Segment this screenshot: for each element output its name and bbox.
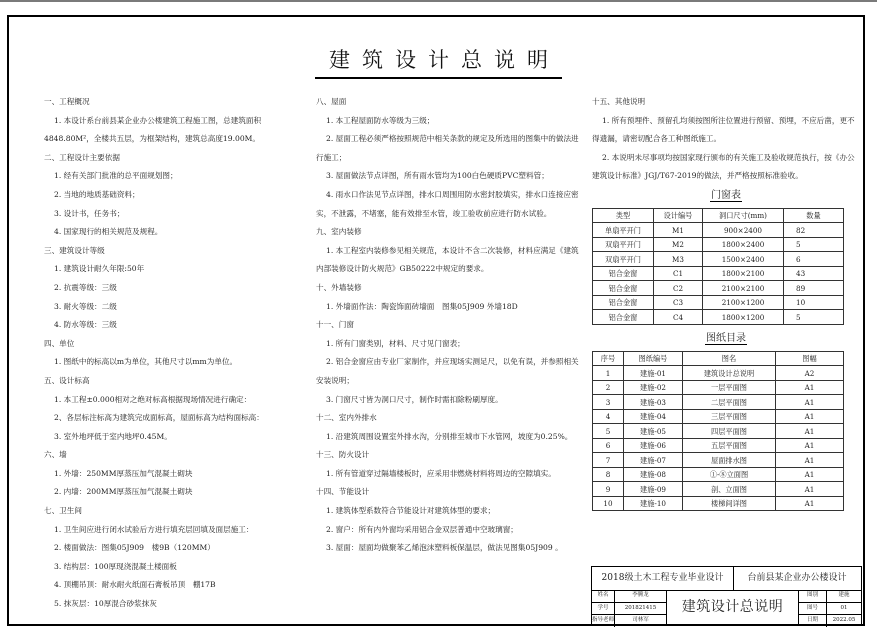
table-cell: 5 — [784, 310, 844, 325]
table-cell: 剖、立面图 — [683, 482, 776, 497]
note-paragraph: 4. 雨水口作法见节点详图，排水口周围用防水密封胶填实，排水口连接应密实，不泄露，不堵塞，能有效排至水管，竣工验收前应进行防水试验。 — [316, 189, 579, 218]
note-paragraph: 3. 结构层：100厚现浇混凝土楼面板 — [54, 561, 177, 571]
table-cell: 楼梯间详图 — [683, 496, 776, 511]
table-cell: A1 — [776, 409, 844, 424]
table-cell: 5 — [784, 237, 844, 252]
table-cell: A1 — [776, 453, 844, 468]
table-header-row — [593, 351, 844, 366]
note-paragraph: 1. 所有管道穿过隔墙楼板时，应采用非燃烧材料将周边的空隙填实。 — [326, 468, 556, 478]
section-heading: 十三、防火设计 — [316, 450, 370, 460]
table-cell: C3 — [654, 295, 703, 310]
note-paragraph: 4. 防水等级：三级 — [54, 320, 117, 330]
table-cell: 9 — [593, 482, 624, 497]
section-heading: 四、单位 — [44, 338, 75, 348]
table-cell: 五层平面图 — [683, 438, 776, 453]
table-cell: 建施-07 — [624, 453, 683, 468]
notes-column-1 — [44, 93, 309, 614]
table-cell: M2 — [654, 237, 703, 252]
table-cell: 建施-04 — [624, 409, 683, 424]
note-paragraph: 2. 铝合金窗应由专业厂家制作，并应现场实测足尺，以免有误，并参照相关安装说明； — [316, 357, 579, 385]
title-block-drawing-info — [798, 590, 861, 625]
table-cell: A1 — [776, 496, 844, 511]
table-cell: 铝合金窗 — [593, 266, 654, 281]
section-heading: 九、室内装修 — [316, 227, 362, 237]
table-cell: 铝合金窗 — [593, 310, 654, 325]
section-heading: 十一、门窗 — [316, 320, 354, 330]
section-heading: 八、屋面 — [316, 97, 347, 106]
notes-column-3-text — [592, 93, 860, 186]
header-type: 类型 — [593, 208, 654, 223]
note-paragraph: 2. 窗户：所有内外窗均采用铝合金双层普通中空玻璃窗； — [326, 524, 518, 534]
note-paragraph: 3. 门窗尺寸皆为洞口尺寸，制作时需扣除粉刷厚度。 — [326, 394, 503, 404]
table-cell: 900×2400 — [703, 223, 784, 238]
table-cell: 1500×2400 — [703, 252, 784, 267]
note-paragraph: 4. 国家现行的相关规范及规程。 — [54, 227, 163, 237]
table-row — [593, 482, 844, 497]
table-cell: 7 — [593, 453, 624, 468]
note-paragraph: 2、各层标注标高为建筑完成面标高，屋面标高为结构面标高： — [54, 413, 264, 423]
table-cell: A1 — [776, 395, 844, 410]
note-paragraph: 1. 所有预埋件、预留孔均须按图所注位置进行预留、预埋，不应后凿，更不得遗漏，请密切配合各工种图纸施工。 — [592, 115, 855, 144]
table-row — [593, 409, 844, 424]
table-cell: 1800×2400 — [703, 237, 784, 252]
header-size: 洞口尺寸(mm) — [703, 208, 784, 223]
note-paragraph: 1. 图纸中的标高以m为单位，其他尺寸以mm为单位。 — [54, 357, 238, 367]
table-cell: 铝合金窗 — [593, 295, 654, 310]
table-cell: M1 — [654, 223, 703, 238]
table-cell: 建施-05 — [624, 424, 683, 439]
table-cell: 铝合金窗 — [593, 281, 654, 296]
note-paragraph: 1. 卫生间应进行闭水试验后方进行填充层回填及面层施工： — [54, 524, 254, 534]
note-paragraph: 1. 本工程±0.000相对之绝对标高根据现场情况进行确定： — [54, 394, 252, 404]
header-no: 序号 — [593, 351, 624, 366]
section-heading: 一、工程概况 — [44, 97, 90, 106]
note-paragraph: 1. 经有关部门批准的总平面规划图； — [54, 171, 178, 181]
table-row — [593, 252, 844, 267]
table-cell: 3 — [593, 395, 624, 410]
table-cell: 5 — [593, 424, 624, 439]
note-paragraph: 1. 本工程屋面防水等级为三级； — [326, 115, 435, 125]
date-row: 日期 2022.05 — [799, 615, 861, 627]
table-cell: 1800×1200 — [703, 310, 784, 325]
table-row — [593, 366, 844, 381]
note-paragraph: 2. 当地的地质基础资料； — [54, 189, 140, 199]
drawing-number-row: 图号 01 — [799, 603, 861, 616]
table-cell: 4 — [593, 409, 624, 424]
table-cell: ①-⑧立面图 — [683, 467, 776, 482]
note-paragraph: 2. 内墙：200MM厚蒸压加气混凝土砌块 — [54, 487, 193, 497]
table-cell: C1 — [654, 266, 703, 281]
door-window-table — [592, 208, 844, 325]
note-paragraph: 2. 屋面工程必须严格按照规范中相关条款的规定及所选用的图集中的做法进行施工； — [316, 134, 579, 162]
section-heading: 六、墙 — [44, 450, 67, 460]
note-paragraph: 1. 外墙：250MM厚蒸压加气混凝土砌块 — [54, 468, 193, 478]
table-cell: 建施-02 — [624, 380, 683, 395]
table-cell: C4 — [654, 310, 703, 325]
table-cell: 10 — [784, 295, 844, 310]
table-cell: A1 — [776, 438, 844, 453]
table-header-row — [593, 208, 844, 223]
table-row — [593, 496, 844, 511]
table-cell: 8 — [593, 467, 624, 482]
note-paragraph: 5. 抹灰层：10厚混合砂浆抹灰 — [54, 599, 157, 609]
page-title-text: 建筑设计总说明 — [315, 44, 562, 79]
note-paragraph: 3. 设计书，任务书； — [54, 208, 125, 218]
table-row — [593, 380, 844, 395]
drawing-category-row: 图别 建施 — [799, 590, 861, 603]
note-paragraph: 1. 建筑体型系数符合节能设计对建筑体型的要求； — [326, 506, 496, 516]
table-row — [593, 424, 844, 439]
table-cell: 双扇平开门 — [593, 237, 654, 252]
table-cell: 一层平面图 — [683, 380, 776, 395]
student-id-row: 学号 201821415 — [592, 603, 666, 616]
table-cell: 二层平面图 — [683, 395, 776, 410]
note-paragraph: 2. 抗震等级：三级 — [54, 282, 117, 292]
table-cell: 建施-09 — [624, 482, 683, 497]
header-code: 设计编号 — [654, 208, 703, 223]
table-cell: 6 — [593, 438, 624, 453]
table-row — [593, 266, 844, 281]
table-cell: A1 — [776, 482, 844, 497]
note-paragraph: 1. 外墙面作法：陶瓷饰面砖墙面 图集05J909 外墙18D — [326, 301, 518, 311]
table-cell: 2 — [593, 380, 624, 395]
program-name: 2018级土木工程专业毕业设计 — [592, 567, 734, 590]
section-heading: 十、外墙装修 — [316, 282, 362, 292]
table-cell: 建施-01 — [624, 366, 683, 381]
notes-column-2 — [316, 93, 581, 558]
table-cell: 1 — [593, 366, 624, 381]
project-name: 台前县某企业办公楼设计 — [747, 573, 847, 583]
section-heading: 二、工程设计主要依据 — [44, 152, 120, 162]
table-row — [593, 438, 844, 453]
table-cell: 建施-03 — [624, 395, 683, 410]
student-name-row: 姓名 李腾龙 — [592, 590, 666, 603]
notes-column-3 — [592, 93, 860, 511]
table-row — [593, 237, 844, 252]
note-paragraph: 1. 本工程室内装修参见相关规范，本设计不含二次装修，材料应满足《建筑内部装修设计防火规范》GB50222中规定的要求。 — [316, 245, 579, 274]
section-heading: 五、设计标高 — [44, 375, 90, 385]
note-paragraph: 1. 建筑设计耐久年限:50年 — [54, 264, 145, 274]
table-cell: 43 — [784, 266, 844, 281]
header-drawing-name: 图名 — [683, 351, 776, 366]
table-cell: 2100×1200 — [703, 295, 784, 310]
table-cell: M3 — [654, 252, 703, 267]
note-paragraph: 3. 耐火等级：二级 — [54, 301, 117, 311]
title-block-header — [592, 567, 861, 591]
table-cell: 10 — [593, 496, 624, 511]
title-block-student-info — [592, 590, 667, 625]
table-cell: A1 — [776, 424, 844, 439]
table-cell: A2 — [776, 366, 844, 381]
table-cell: 三层平面图 — [683, 409, 776, 424]
table-cell: 建施-10 — [624, 496, 683, 511]
table-cell: 89 — [784, 281, 844, 296]
page-title — [0, 44, 877, 79]
table-row — [593, 467, 844, 482]
title-block — [591, 566, 862, 626]
table-cell: C2 — [654, 281, 703, 296]
table-cell: 6 — [784, 252, 844, 267]
table-cell: 屋面排水图 — [683, 453, 776, 468]
table-cell: 单扇平开门 — [593, 223, 654, 238]
header-qty: 数量 — [784, 208, 844, 223]
table-row — [593, 395, 844, 410]
table-cell: 建施-06 — [624, 438, 683, 453]
table-cell: A1 — [776, 380, 844, 395]
section-heading: 三、建筑设计等级 — [44, 245, 105, 255]
note-paragraph: 4. 顶棚吊顶：耐水耐火纸面石膏板吊顶 棚17B — [54, 580, 216, 590]
note-paragraph: 2. 本说明未尽事项均按国家现行颁布的有关施工及验收规范执行，按《办公建筑设计标准》JGJ/T67-2019的做法，并严格按照标准验收。 — [592, 152, 855, 181]
table-row — [593, 223, 844, 238]
section-heading: 十五、其他说明 — [592, 97, 646, 106]
note-paragraph: 3. 屋面做法节点详图，所有雨水管均为100白色硬质PVC塑料管； — [326, 171, 549, 181]
table-cell: 2100×2100 — [703, 281, 784, 296]
table-cell: 82 — [784, 223, 844, 238]
header-drawing-code: 图纸编号 — [624, 351, 683, 366]
section-heading: 十二、室内外排水 — [316, 413, 377, 423]
top-rule — [0, 0, 877, 2]
table-cell: 四层平面图 — [683, 424, 776, 439]
note-paragraph: 3. 屋面：屋面均做聚苯乙烯泡沫塑料板保温层，做法见图集05J909 。 — [326, 543, 563, 553]
section-heading: 十四、节能设计 — [316, 487, 370, 497]
drawing-index-table — [592, 351, 844, 512]
header-sheet-size: 图幅 — [776, 351, 844, 366]
note-paragraph: 1. 本设计系台前县某企业办公楼建筑工程施工图，总建筑面积4848.80M²，全楼共五层，为框架结构，建筑总高度19.00M。 — [44, 115, 262, 144]
table-row — [593, 310, 844, 325]
table-cell: 建筑设计总说明 — [683, 366, 776, 381]
note-paragraph: 1. 沿建筑周围设置室外排水沟，分别排至城市下水管网，坡度为0.25%。 — [326, 431, 573, 441]
table-cell: A1 — [776, 467, 844, 482]
table-cell: 1800×2100 — [703, 266, 784, 281]
drawing-name: 建筑设计总说明 — [681, 599, 784, 615]
table-row — [593, 295, 844, 310]
section-heading: 七、卫生间 — [44, 506, 82, 516]
table-row — [593, 281, 844, 296]
door-window-table-title: 门窗表 — [711, 189, 741, 201]
table-row — [593, 453, 844, 468]
table-cell: 建施-08 — [624, 467, 683, 482]
advisor-row: 指导老师 司林军 — [592, 615, 666, 627]
note-paragraph: 2. 楼面做法：图集05J909 楼9B（120MM） — [54, 543, 215, 553]
note-paragraph: 3. 室外地坪低于室内地坪0.45M。 — [54, 431, 172, 441]
table-cell: 双扇平开门 — [593, 252, 654, 267]
note-paragraph: 1. 所有门窗类别，材料、尺寸见门窗表； — [326, 338, 465, 348]
drawing-index-title: 图纸目录 — [706, 332, 746, 344]
